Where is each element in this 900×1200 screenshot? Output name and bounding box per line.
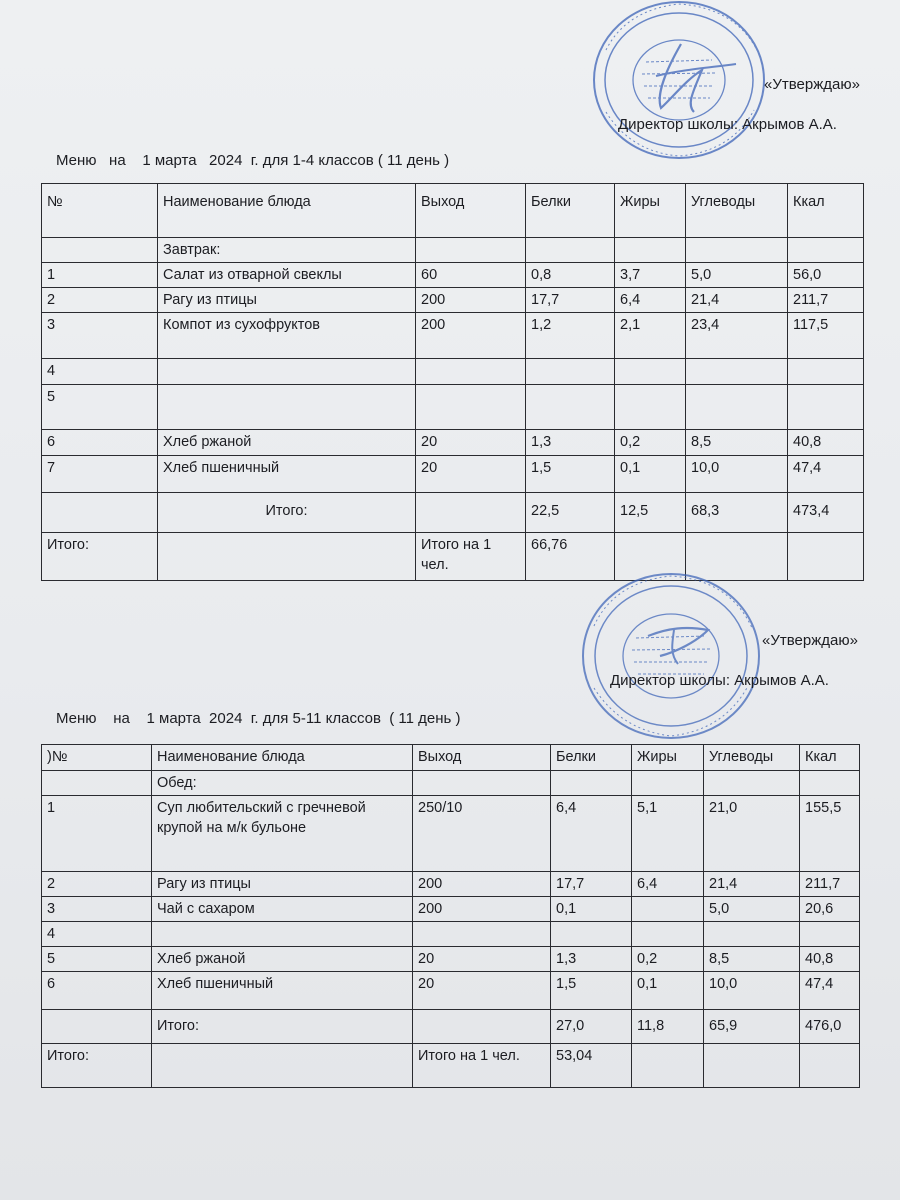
meal-row	[42, 771, 860, 796]
carbs: 8,5	[704, 947, 800, 972]
portion: 20	[413, 972, 551, 1010]
table-row	[42, 385, 864, 430]
protein: 6,4	[551, 796, 632, 872]
row-number: 2	[42, 288, 158, 313]
kcal: 155,5	[800, 796, 860, 872]
per-person-value: 66,76	[526, 533, 615, 581]
kcal: 117,5	[788, 313, 864, 359]
kcal	[788, 385, 864, 430]
kcal: 47,4	[788, 456, 864, 493]
dish-name: Хлеб пшеничный	[158, 456, 416, 493]
row-number: 5	[42, 947, 152, 972]
carbs: 5,0	[686, 263, 788, 288]
protein: 1,2	[526, 313, 615, 359]
row-number: 5	[42, 385, 158, 430]
meal-row	[42, 238, 864, 263]
table-row	[42, 313, 864, 359]
header-number: )№	[42, 745, 152, 771]
dish-name: Суп любительский с гречневой крупой на м/к бульоне	[152, 796, 413, 872]
portion: 60	[416, 263, 526, 288]
menu-title: Меню на 1 марта 2024 г. для 5-11 классов ( 11 день )	[56, 710, 461, 727]
portion: 200	[413, 897, 551, 922]
row-number: 6	[42, 430, 158, 456]
dish-name: Компот из сухофруктов	[158, 313, 416, 359]
table-cell	[686, 238, 788, 263]
row-number: 3	[42, 897, 152, 922]
meal-label: Завтрак:	[158, 238, 416, 263]
dish-name: Хлеб пшеничный	[152, 972, 413, 1010]
fat: 3,7	[615, 263, 686, 288]
dish-name: Рагу из птицы	[158, 288, 416, 313]
kcal: 211,7	[800, 872, 860, 897]
table-row	[42, 359, 864, 385]
dish-name: Хлеб ржаной	[158, 430, 416, 456]
table-row	[42, 897, 860, 922]
carbs: 10,0	[686, 456, 788, 493]
table-cell	[416, 238, 526, 263]
table-cell	[526, 238, 615, 263]
dish-name: Чай с сахаром	[152, 897, 413, 922]
header-kcal: Ккал	[788, 184, 864, 238]
approval-label: «Утверждаю»	[762, 632, 858, 649]
header-portion: Выход	[416, 184, 526, 238]
table-cell	[800, 771, 860, 796]
carbs	[704, 922, 800, 947]
table-header-row	[42, 184, 864, 238]
header-dish-name: Наименование блюда	[158, 184, 416, 238]
table-cell	[413, 1010, 551, 1044]
table-cell	[632, 1044, 704, 1088]
table-cell	[42, 493, 158, 533]
portion: 20	[413, 947, 551, 972]
totals-label: Итого:	[152, 1010, 413, 1044]
protein: 1,3	[526, 430, 615, 456]
per-person-value: 53,04	[551, 1044, 632, 1088]
dish-name	[158, 385, 416, 430]
protein: 1,5	[551, 972, 632, 1010]
carbs: 5,0	[704, 897, 800, 922]
row-number: 1	[42, 263, 158, 288]
total-protein: 27,0	[551, 1010, 632, 1044]
menu-table-grades-5-11	[41, 744, 860, 1088]
kcal: 40,8	[800, 947, 860, 972]
total-kcal: 476,0	[800, 1010, 860, 1044]
header-protein: Белки	[526, 184, 615, 238]
carbs	[686, 385, 788, 430]
portion: 200	[416, 313, 526, 359]
kcal: 56,0	[788, 263, 864, 288]
fat	[615, 385, 686, 430]
dish-name	[152, 922, 413, 947]
kcal	[788, 359, 864, 385]
portion: 250/10	[413, 796, 551, 872]
fat: 0,2	[632, 947, 704, 972]
fat	[632, 922, 704, 947]
table-cell	[413, 771, 551, 796]
row-number: 1	[42, 796, 152, 872]
table-cell	[615, 238, 686, 263]
carbs	[686, 359, 788, 385]
table-cell	[42, 771, 152, 796]
dish-name: Салат из отварной свеклы	[158, 263, 416, 288]
total-protein: 22,5	[526, 493, 615, 533]
protein	[526, 385, 615, 430]
header-carbs: Углеводы	[704, 745, 800, 771]
portion: 200	[413, 872, 551, 897]
kcal: 47,4	[800, 972, 860, 1010]
table-cell	[704, 1044, 800, 1088]
table-cell	[416, 493, 526, 533]
table-row	[42, 796, 860, 872]
fat: 0,1	[615, 456, 686, 493]
kcal: 211,7	[788, 288, 864, 313]
table-row	[42, 872, 860, 897]
row-number: 6	[42, 972, 152, 1010]
table-row	[42, 947, 860, 972]
official-seal-stamp	[586, 0, 772, 168]
table-cell	[788, 533, 864, 581]
protein	[526, 359, 615, 385]
final-label: Итого:	[42, 533, 158, 581]
header-number: №	[42, 184, 158, 238]
carbs: 23,4	[686, 313, 788, 359]
table-row	[42, 430, 864, 456]
header-protein: Белки	[551, 745, 632, 771]
portion	[416, 385, 526, 430]
table-row	[42, 456, 864, 493]
total-fat: 11,8	[632, 1010, 704, 1044]
header-fat: Жиры	[632, 745, 704, 771]
fat: 5,1	[632, 796, 704, 872]
kcal: 20,6	[800, 897, 860, 922]
carbs: 21,4	[704, 872, 800, 897]
row-number: 7	[42, 456, 158, 493]
fat: 0,2	[615, 430, 686, 456]
director-signature-line: Директор школы: Акрымов А.А.	[610, 672, 829, 689]
kcal	[800, 922, 860, 947]
carbs: 21,0	[704, 796, 800, 872]
row-number: 3	[42, 313, 158, 359]
per-person-label: Итого на 1 чел.	[413, 1044, 551, 1088]
portion	[413, 922, 551, 947]
total-kcal: 473,4	[788, 493, 864, 533]
carbs: 10,0	[704, 972, 800, 1010]
table-row	[42, 288, 864, 313]
table-cell	[788, 238, 864, 263]
dish-name: Хлеб ржаной	[152, 947, 413, 972]
protein	[551, 922, 632, 947]
header-carbs: Углеводы	[686, 184, 788, 238]
table-row	[42, 263, 864, 288]
table-cell	[551, 771, 632, 796]
fat: 6,4	[615, 288, 686, 313]
header-kcal: Ккал	[800, 745, 860, 771]
totals-label: Итого:	[158, 493, 416, 533]
totals-row	[42, 1010, 860, 1044]
protein: 0,8	[526, 263, 615, 288]
header-fat: Жиры	[615, 184, 686, 238]
table-cell	[158, 533, 416, 581]
protein: 1,3	[551, 947, 632, 972]
table-cell	[152, 1044, 413, 1088]
kcal: 40,8	[788, 430, 864, 456]
table-cell	[42, 1010, 152, 1044]
menu-title: Меню на 1 марта 2024 г. для 1-4 классов ( 11 день )	[56, 152, 450, 169]
table-row	[42, 922, 860, 947]
table-cell	[42, 238, 158, 263]
table-cell	[800, 1044, 860, 1088]
row-number: 2	[42, 872, 152, 897]
protein: 0,1	[551, 897, 632, 922]
director-signature-line: Директор школы: Акрымов А.А.	[618, 116, 837, 133]
header-portion: Выход	[413, 745, 551, 771]
final-row	[42, 1044, 860, 1088]
table-cell	[632, 771, 704, 796]
table-cell	[704, 771, 800, 796]
protein: 17,7	[526, 288, 615, 313]
per-person-label: Итого на 1 чел.	[416, 533, 526, 581]
total-fat: 12,5	[615, 493, 686, 533]
totals-row	[42, 493, 864, 533]
menu-table-grades-1-4	[41, 183, 864, 581]
protein: 17,7	[551, 872, 632, 897]
row-number: 4	[42, 359, 158, 385]
protein: 1,5	[526, 456, 615, 493]
table-row	[42, 972, 860, 1010]
fat: 2,1	[615, 313, 686, 359]
portion: 20	[416, 430, 526, 456]
portion: 200	[416, 288, 526, 313]
fat	[615, 359, 686, 385]
dish-name	[158, 359, 416, 385]
fat	[632, 897, 704, 922]
fat: 6,4	[632, 872, 704, 897]
total-carbs: 68,3	[686, 493, 788, 533]
header-dish-name: Наименование блюда	[152, 745, 413, 771]
portion	[416, 359, 526, 385]
carbs: 8,5	[686, 430, 788, 456]
approval-label: «Утверждаю»	[764, 76, 860, 93]
portion: 20	[416, 456, 526, 493]
dish-name: Рагу из птицы	[152, 872, 413, 897]
official-seal-stamp	[576, 570, 766, 746]
final-label: Итого:	[42, 1044, 152, 1088]
fat: 0,1	[632, 972, 704, 1010]
carbs: 21,4	[686, 288, 788, 313]
total-carbs: 65,9	[704, 1010, 800, 1044]
table-header-row	[42, 745, 860, 771]
row-number: 4	[42, 922, 152, 947]
meal-label: Обед:	[152, 771, 413, 796]
